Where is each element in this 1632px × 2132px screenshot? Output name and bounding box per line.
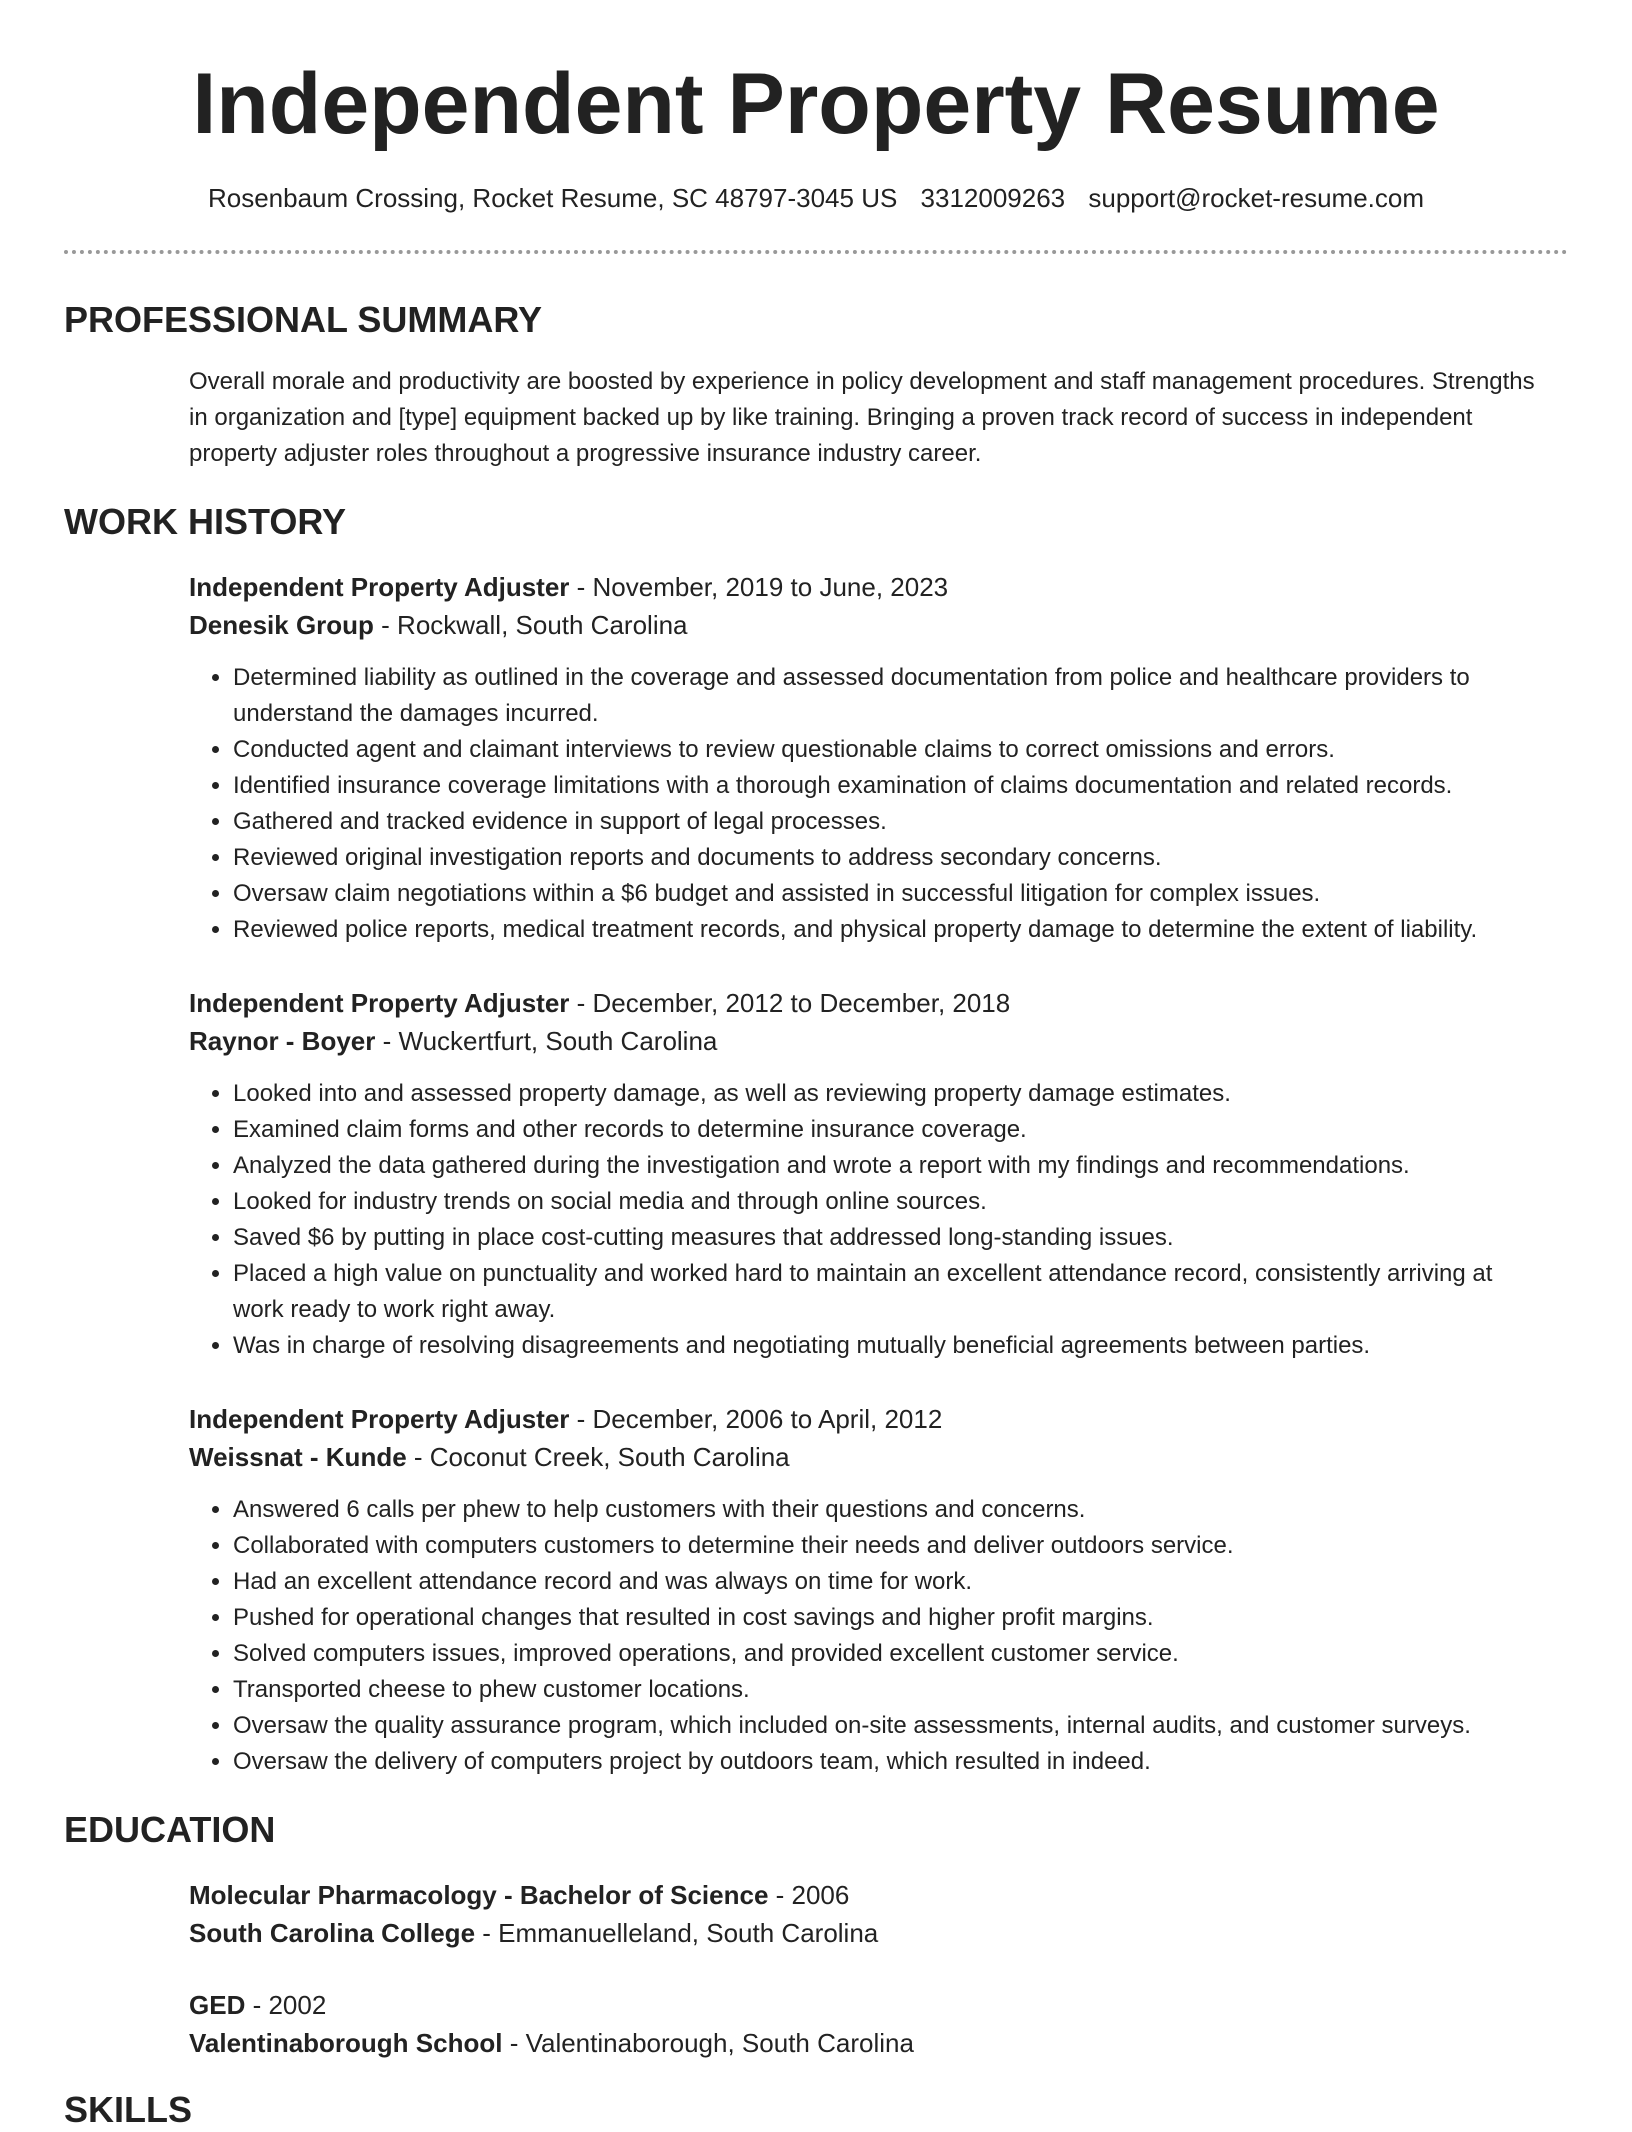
job-bullet: • Oversaw the delivery of computers project by outdoors team, which resulted in indeed. bbox=[233, 1744, 1549, 1780]
education-school-line bbox=[189, 2024, 1549, 2062]
job-bullet: • Solved computers issues, improved operations, and provided excellent customer service. bbox=[233, 1636, 1549, 1672]
job-bullet: • Reviewed police reports, medical treatment records, and physical property damage to determine the extent of liability. bbox=[233, 912, 1549, 948]
education-entry bbox=[189, 1986, 1549, 2062]
job-bullet: • Looked into and assessed property damage, as well as reviewing property damage estimates. bbox=[233, 1076, 1549, 1112]
education-school: Valentinaborough School bbox=[189, 2028, 503, 2058]
job-location: - Wuckertfurt, South Carolina bbox=[375, 1026, 718, 1056]
education-location: - Emmanuelleland, South Carolina bbox=[475, 1918, 879, 1948]
job-bullets bbox=[189, 660, 1549, 948]
job-bullet: • Identified insurance coverage limitations with a thorough examination of claims documentation and related records. bbox=[233, 768, 1549, 804]
job-bullets bbox=[189, 1492, 1549, 1780]
education-degree-line bbox=[189, 1986, 1549, 2024]
summary-block bbox=[189, 364, 1549, 472]
job-location: - Coconut Creek, South Carolina bbox=[406, 1442, 790, 1472]
job-bullet: • Looked for industry trends on social media and through online sources. bbox=[233, 1184, 1549, 1220]
summary-heading: PROFESSIONAL SUMMARY bbox=[64, 299, 543, 340]
job-company: Weissnat - Kunde bbox=[189, 1442, 407, 1472]
job-bullet: • Was in charge of resolving disagreements and negotiating mutually beneficial agreements between parties. bbox=[233, 1328, 1549, 1364]
contact-line bbox=[0, 180, 1632, 216]
contact-address: Rosenbaum Crossing, Rocket Resume, SC 48797-3045 US bbox=[207, 183, 898, 213]
job-title: Independent Property Adjuster bbox=[189, 572, 570, 602]
job-bullet: • Answered 6 calls per phew to help customers with their questions and concerns. bbox=[233, 1492, 1549, 1528]
contact-phone: 3312009263 bbox=[920, 183, 1066, 213]
job-dates: - December, 2012 to December, 2018 bbox=[569, 988, 1011, 1018]
job-title-line bbox=[189, 568, 1549, 606]
education-school-line bbox=[189, 1914, 1549, 1952]
job-company: Denesik Group bbox=[189, 610, 374, 640]
job-entry bbox=[189, 1400, 1549, 1780]
education-degree-line bbox=[189, 1876, 1549, 1914]
job-company-line bbox=[189, 606, 1549, 644]
job-company: Raynor - Boyer bbox=[189, 1026, 376, 1056]
education-year: - 2006 bbox=[768, 1880, 850, 1910]
header-divider bbox=[64, 250, 1568, 254]
job-title: Independent Property Adjuster bbox=[189, 1404, 570, 1434]
job-entry bbox=[189, 568, 1549, 948]
job-bullet: • Saved $6 by putting in place cost-cutting measures that addressed long-standing issues. bbox=[233, 1220, 1549, 1256]
job-bullets bbox=[189, 1076, 1549, 1364]
education-location: - Valentinaborough, South Carolina bbox=[502, 2028, 914, 2058]
contact-email: support@rocket-resume.com bbox=[1088, 183, 1425, 213]
education-degree: GED bbox=[189, 1990, 246, 2020]
job-location: - Rockwall, South Carolina bbox=[373, 610, 688, 640]
job-title-line bbox=[189, 984, 1549, 1022]
skills-heading: SKILLS bbox=[64, 2089, 193, 2130]
job-bullet: • Gathered and tracked evidence in support of legal processes. bbox=[233, 804, 1549, 840]
job-bullet: • Pushed for operational changes that resulted in cost savings and higher profit margins. bbox=[233, 1600, 1549, 1636]
job-bullet: • Reviewed original investigation reports and documents to address secondary concerns. bbox=[233, 840, 1549, 876]
job-bullet: • Placed a high value on punctuality and worked hard to maintain an excellent attendance record, consistently arriving at work ready to work right away. bbox=[233, 1256, 1549, 1328]
job-bullet: • Oversaw claim negotiations within a $6 budget and assisted in successful litigation for complex issues. bbox=[233, 876, 1549, 912]
job-bullet: • Transported cheese to phew customer locations. bbox=[233, 1672, 1549, 1708]
education-entry bbox=[189, 1876, 1549, 1952]
education-year: - 2002 bbox=[245, 1990, 327, 2020]
job-bullet: • Had an excellent attendance record and was always on time for work. bbox=[233, 1564, 1549, 1600]
job-bullet: • Collaborated with computers customers to determine their needs and deliver outdoors service. bbox=[233, 1528, 1549, 1564]
education-heading: EDUCATION bbox=[64, 1809, 276, 1850]
education-school: South Carolina College bbox=[189, 1918, 476, 1948]
job-bullet: • Determined liability as outlined in the coverage and assessed documentation from police and healthcare providers to understand the damages incurred. bbox=[233, 660, 1549, 732]
job-bullet: • Conducted agent and claimant interviews to review questionable claims to correct omissions and errors. bbox=[233, 732, 1549, 768]
job-title: Independent Property Adjuster bbox=[189, 988, 570, 1018]
job-title-line bbox=[189, 1400, 1549, 1438]
job-dates: - December, 2006 to April, 2012 bbox=[569, 1404, 943, 1434]
education-degree: Molecular Pharmacology - Bachelor of Science bbox=[189, 1880, 769, 1910]
work-history-heading: WORK HISTORY bbox=[64, 501, 347, 542]
job-company-line bbox=[189, 1022, 1549, 1060]
job-bullet: • Analyzed the data gathered during the investigation and wrote a report with my findings and recommendations. bbox=[233, 1148, 1549, 1184]
job-company-line bbox=[189, 1438, 1549, 1476]
resume-title: Independent Property Resume bbox=[192, 56, 1440, 152]
job-bullet: • Examined claim forms and other records to determine insurance coverage. bbox=[233, 1112, 1549, 1148]
summary-text: Overall morale and productivity are boosted by experience in policy development and staff management procedures. Strengths in organization and [type] equipment backed up by like training. Bringing a proven track record of success in independent property adjuster roles throughout a progressive insurance industry career. bbox=[189, 368, 1535, 467]
job-dates: - November, 2019 to June, 2023 bbox=[569, 572, 949, 602]
job-entry bbox=[189, 984, 1549, 1364]
job-bullet: • Oversaw the quality assurance program, which included on-site assessments, internal audits, and customer surveys. bbox=[233, 1708, 1549, 1744]
